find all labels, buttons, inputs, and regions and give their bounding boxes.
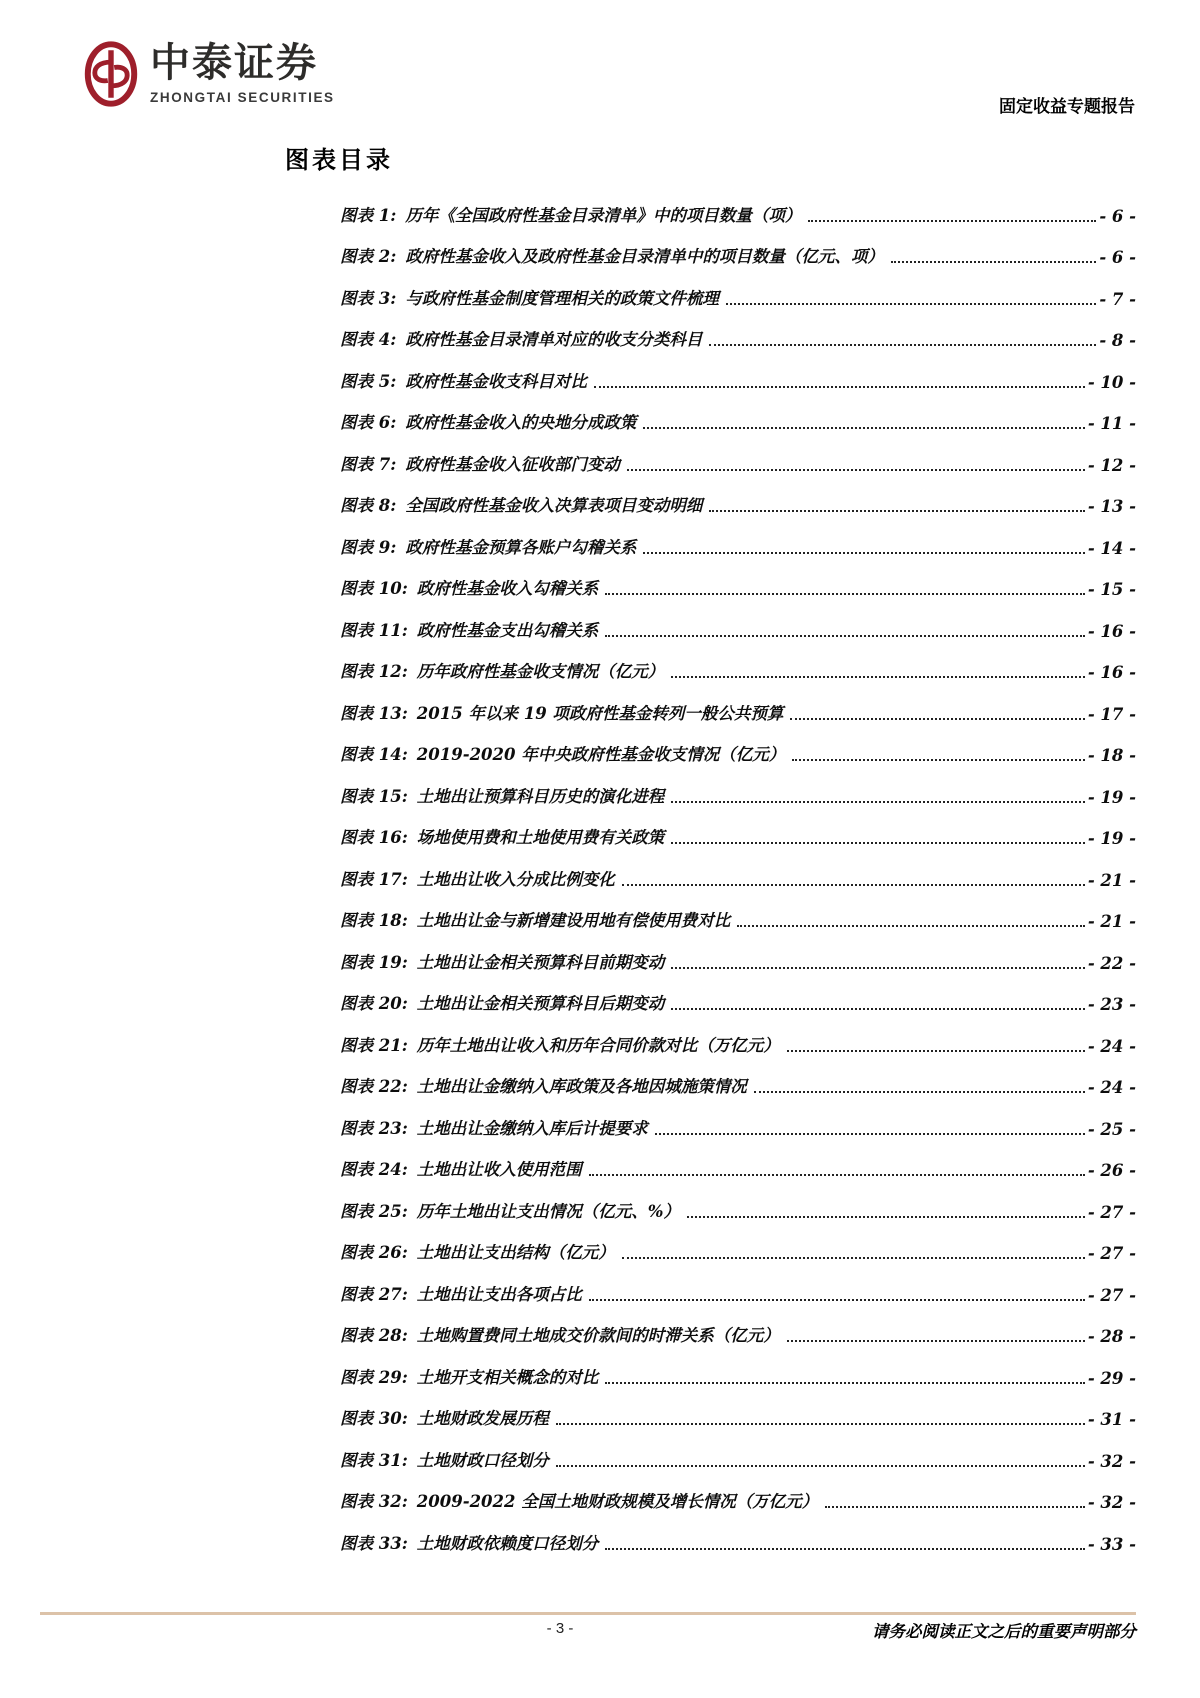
toc-entry[interactable] <box>340 981 1136 1023</box>
toc-entry-title: 2009-2022 全国土地财政规模及增长情况（万亿元） <box>416 1492 819 1511</box>
dotted-leader <box>891 261 1097 263</box>
toc-entry-title: 土地出让金缴纳入库后计提要求 <box>416 1118 648 1138</box>
toc-entry-title: 2019-2020 年中央政府性基金收支情况（亿元） <box>416 745 786 764</box>
toc-entry-page: - 32 - <box>1087 1493 1136 1512</box>
toc-entry[interactable] <box>340 1064 1136 1106</box>
toc-entry-label: 图表 16: <box>340 828 408 847</box>
toc-entry-page: - 16 - <box>1087 663 1136 682</box>
dotted-leader <box>622 1257 1085 1259</box>
dotted-leader <box>671 1008 1085 1010</box>
toc-entry-page: - 24 - <box>1087 1036 1136 1056</box>
toc-entry-label: 图表 33: <box>340 1533 408 1553</box>
toc-entry[interactable] <box>340 358 1136 400</box>
toc-entry-label: 图表 18: <box>340 911 408 930</box>
footer-divider <box>40 1612 1136 1615</box>
toc-entry-page: - 10 - <box>1087 372 1136 392</box>
toc-entry-title: 政府性基金收入征收部门变动 <box>405 454 620 474</box>
toc-entry-page: - 26 - <box>1087 1161 1136 1180</box>
brand-name-en: ZHONGTAI SECURITIES <box>150 90 335 105</box>
dotted-leader <box>627 469 1085 471</box>
toc-entry[interactable] <box>340 1354 1136 1396</box>
dotted-leader <box>709 344 1096 346</box>
toc-entry-title: 土地出让金与新增建设用地有偿使用费对比 <box>416 911 731 930</box>
dotted-leader <box>643 552 1085 554</box>
toc-entry-title: 历年土地出让收入和历年合同价款对比（万亿元） <box>416 1035 780 1055</box>
dotted-leader <box>671 967 1085 969</box>
dotted-leader <box>808 220 1096 222</box>
dotted-leader <box>589 1174 1085 1176</box>
toc-entry-label: 图表 21: <box>340 1035 408 1055</box>
toc-entry[interactable] <box>340 1105 1136 1147</box>
toc-entry[interactable] <box>340 1022 1136 1064</box>
toc-entry-page: - 31 - <box>1087 1410 1136 1429</box>
toc-entry[interactable] <box>340 400 1136 442</box>
toc-entry-title: 土地财政发展历程 <box>416 1409 549 1428</box>
dotted-leader <box>687 1216 1085 1218</box>
dotted-leader <box>605 1382 1085 1384</box>
brand-name-cn: 中泰证券 <box>150 39 318 86</box>
toc-entry-label: 图表 15: <box>340 786 408 806</box>
toc-entry-page: - 16 - <box>1087 621 1136 641</box>
toc-entry-page: - 12 - <box>1087 455 1136 475</box>
toc-entry-title: 土地出让金缴纳入库政策及各地因城施策情况 <box>416 1077 747 1096</box>
toc-entry[interactable] <box>340 939 1136 981</box>
toc-entry-title: 土地开支相关概念的对比 <box>416 1367 599 1387</box>
toc-entry-page: - 19 - <box>1087 829 1136 848</box>
brand-logo <box>84 40 335 108</box>
toc-entry[interactable] <box>340 607 1136 649</box>
toc-entry-label: 图表 9: <box>340 537 397 557</box>
dotted-leader <box>792 759 1085 761</box>
toc-entry-page: - 27 - <box>1087 1285 1136 1305</box>
toc-entry-page: - 6 - <box>1099 206 1136 226</box>
toc-entry-label: 图表 28: <box>340 1326 408 1345</box>
report-type-label: 固定收益专题报告 <box>999 97 1135 117</box>
toc-entry-title: 土地出让支出结构（亿元） <box>416 1243 615 1262</box>
toc-entry-title: 政府性基金预算各账户勾稽关系 <box>405 537 637 557</box>
dotted-leader <box>671 676 1085 678</box>
toc-entry-label: 图表 32: <box>340 1492 408 1511</box>
toc-entry-title: 政府性基金收支科目对比 <box>405 371 587 391</box>
toc-entry[interactable] <box>340 732 1136 774</box>
toc-entry-title: 土地出让收入使用范围 <box>416 1160 582 1179</box>
toc-entry-page: - 11 - <box>1087 414 1136 433</box>
toc-entry[interactable] <box>340 1230 1136 1272</box>
dotted-leader <box>671 842 1085 844</box>
toc-entry[interactable] <box>340 856 1136 898</box>
toc-entry[interactable] <box>340 441 1136 483</box>
toc-entry-title: 政府性基金收入的央地分成政策 <box>405 413 637 432</box>
toc-entry[interactable] <box>340 1271 1136 1313</box>
zhongtai-logo-icon <box>84 40 138 108</box>
toc-entry-page: - 27 - <box>1087 1202 1136 1222</box>
dotted-leader <box>787 1340 1085 1342</box>
toc-entry[interactable] <box>340 690 1136 732</box>
dotted-leader <box>825 1506 1085 1508</box>
toc-entry-label: 图表 25: <box>340 1201 408 1221</box>
toc-entry-title: 土地购置费同土地成交价款间的时滞关系（亿元） <box>416 1326 780 1345</box>
toc-entry-page: - 17 - <box>1087 704 1136 724</box>
toc-entry-label: 图表 8: <box>340 496 397 515</box>
toc-entry[interactable] <box>340 483 1136 525</box>
toc-entry[interactable] <box>340 234 1136 276</box>
toc-entry[interactable] <box>340 1313 1136 1355</box>
toc-entry-label: 图表 27: <box>340 1284 408 1304</box>
toc-entry-label: 图表 19: <box>340 952 408 972</box>
toc-entry-title: 土地财政口径划分 <box>416 1450 549 1470</box>
dotted-leader <box>655 1133 1085 1135</box>
toc-entry[interactable] <box>340 317 1136 359</box>
dotted-leader <box>605 635 1085 637</box>
toc-entry-title: 与政府性基金制度管理相关的政策文件梳理 <box>405 288 719 308</box>
toc-entry-label: 图表 22: <box>340 1077 408 1096</box>
toc-entry-page: - 32 - <box>1087 1451 1136 1471</box>
toc-entry[interactable] <box>340 1437 1136 1479</box>
toc-entry[interactable] <box>340 524 1136 566</box>
toc-entry-page: - 28 - <box>1087 1327 1136 1346</box>
dotted-leader <box>790 718 1084 720</box>
toc-entry-page: - 21 - <box>1087 870 1136 890</box>
toc-entry-page: - 33 - <box>1087 1534 1136 1554</box>
dotted-leader <box>594 386 1085 388</box>
toc-entry-label: 图表 13: <box>340 703 408 723</box>
toc-entry-label: 图表 7: <box>340 454 397 474</box>
toc-entry-label: 图表 14: <box>340 745 408 764</box>
toc-entry-title: 政府性基金收入及政府性基金目录清单中的项目数量（亿元、项） <box>405 247 884 266</box>
toc-entry-page: - 7 - <box>1099 289 1136 309</box>
toc-entry-page: - 8 - <box>1099 331 1136 350</box>
dotted-leader <box>605 1548 1085 1550</box>
toc-title: 图表目录 <box>285 145 393 174</box>
dotted-leader <box>589 1299 1085 1301</box>
dotted-leader <box>737 925 1085 927</box>
toc-entry-label: 图表 3: <box>340 288 397 308</box>
toc-list <box>340 192 1136 1562</box>
toc-entry[interactable] <box>340 1188 1136 1230</box>
toc-entry-page: - 21 - <box>1087 912 1136 931</box>
toc-entry-title: 历年政府性基金收支情况（亿元） <box>416 662 665 681</box>
toc-entry-label: 图表 31: <box>340 1450 408 1470</box>
dotted-leader <box>671 801 1085 803</box>
toc-entry[interactable] <box>340 275 1136 317</box>
toc-entry-label: 图表 1: <box>340 205 397 225</box>
toc-entry-label: 图表 12: <box>340 662 408 681</box>
toc-entry-title: 历年《全国政府性基金目录清单》中的项目数量（项） <box>405 205 802 225</box>
toc-entry-label: 图表 5: <box>340 371 397 391</box>
toc-entry-title: 政府性基金收入勾稽关系 <box>416 579 599 598</box>
toc-entry-title: 土地出让金相关预算科目前期变动 <box>416 952 665 972</box>
dotted-leader <box>622 884 1085 886</box>
toc-entry-label: 图表 20: <box>340 994 408 1013</box>
toc-entry[interactable] <box>340 773 1136 815</box>
toc-entry[interactable] <box>340 566 1136 608</box>
toc-entry-page: - 15 - <box>1087 580 1136 599</box>
dotted-leader <box>754 1091 1085 1093</box>
toc-entry-title: 土地出让预算科目历史的演化进程 <box>416 786 665 806</box>
toc-entry[interactable] <box>340 1396 1136 1438</box>
dotted-leader <box>709 510 1085 512</box>
toc-entry[interactable] <box>340 815 1136 857</box>
toc-entry-label: 图表 30: <box>340 1409 408 1428</box>
toc-entry-label: 图表 6: <box>340 413 397 432</box>
toc-entry-title: 土地出让支出各项占比 <box>416 1284 582 1304</box>
toc-entry-page: - 23 - <box>1087 995 1136 1014</box>
dotted-leader <box>726 303 1097 305</box>
toc-entry-title: 场地使用费和土地使用费有关政策 <box>416 828 665 847</box>
toc-entry-label: 图表 17: <box>340 869 408 889</box>
toc-entry-page: - 19 - <box>1087 787 1136 807</box>
toc-entry-title: 土地财政依赖度口径划分 <box>416 1533 599 1553</box>
dotted-leader <box>556 1465 1085 1467</box>
toc-entry-title: 土地出让金相关预算科目后期变动 <box>416 994 665 1013</box>
dotted-leader <box>605 593 1085 595</box>
toc-entry-page: - 6 - <box>1099 248 1136 267</box>
toc-entry-title: 全国政府性基金收入决算表项目变动明细 <box>405 496 703 515</box>
footer-disclaimer: 请务必阅读正文之后的重要声明部分 <box>872 1622 1136 1641</box>
toc-entry-label: 图表 24: <box>340 1160 408 1179</box>
toc-entry-label: 图表 26: <box>340 1243 408 1262</box>
toc-entry-label: 图表 29: <box>340 1367 408 1387</box>
toc-entry[interactable] <box>340 192 1136 234</box>
toc-entry-label: 图表 23: <box>340 1118 408 1138</box>
toc-entry[interactable] <box>340 1520 1136 1562</box>
toc-entry-label: 图表 4: <box>340 330 397 349</box>
toc-entry-page: - 27 - <box>1087 1244 1136 1263</box>
toc-entry-title: 2015 年以来 19 项政府性基金转列一般公共预算 <box>416 703 784 723</box>
toc-entry[interactable] <box>340 898 1136 940</box>
toc-entry-page: - 24 - <box>1087 1078 1136 1097</box>
toc-entry-page: - 22 - <box>1087 953 1136 973</box>
toc-entry-page: - 14 - <box>1087 538 1136 558</box>
toc-entry-page: - 18 - <box>1087 746 1136 765</box>
toc-entry-label: 图表 2: <box>340 247 397 266</box>
dotted-leader <box>787 1050 1085 1052</box>
page-header <box>0 0 1200 140</box>
dotted-leader <box>556 1423 1085 1425</box>
toc-entry-title: 政府性基金支出勾稽关系 <box>416 620 599 640</box>
toc-entry[interactable] <box>340 649 1136 691</box>
footer-page-number: - 3 - <box>546 1620 574 1637</box>
toc-entry-title: 土地出让收入分成比例变化 <box>416 869 615 889</box>
toc-entry-title: 历年土地出让支出情况（亿元、%） <box>416 1201 680 1221</box>
toc-entry[interactable] <box>340 1479 1136 1521</box>
toc-entry-title: 政府性基金目录清单对应的收支分类科目 <box>405 330 703 349</box>
toc-entry[interactable] <box>340 1147 1136 1189</box>
toc-entry-page: - 29 - <box>1087 1368 1136 1388</box>
toc-entry-page: - 25 - <box>1087 1119 1136 1139</box>
toc-entry-label: 图表 10: <box>340 579 408 598</box>
dotted-leader <box>643 427 1085 429</box>
toc-entry-label: 图表 11: <box>340 620 408 640</box>
toc-entry-page: - 13 - <box>1087 497 1136 516</box>
